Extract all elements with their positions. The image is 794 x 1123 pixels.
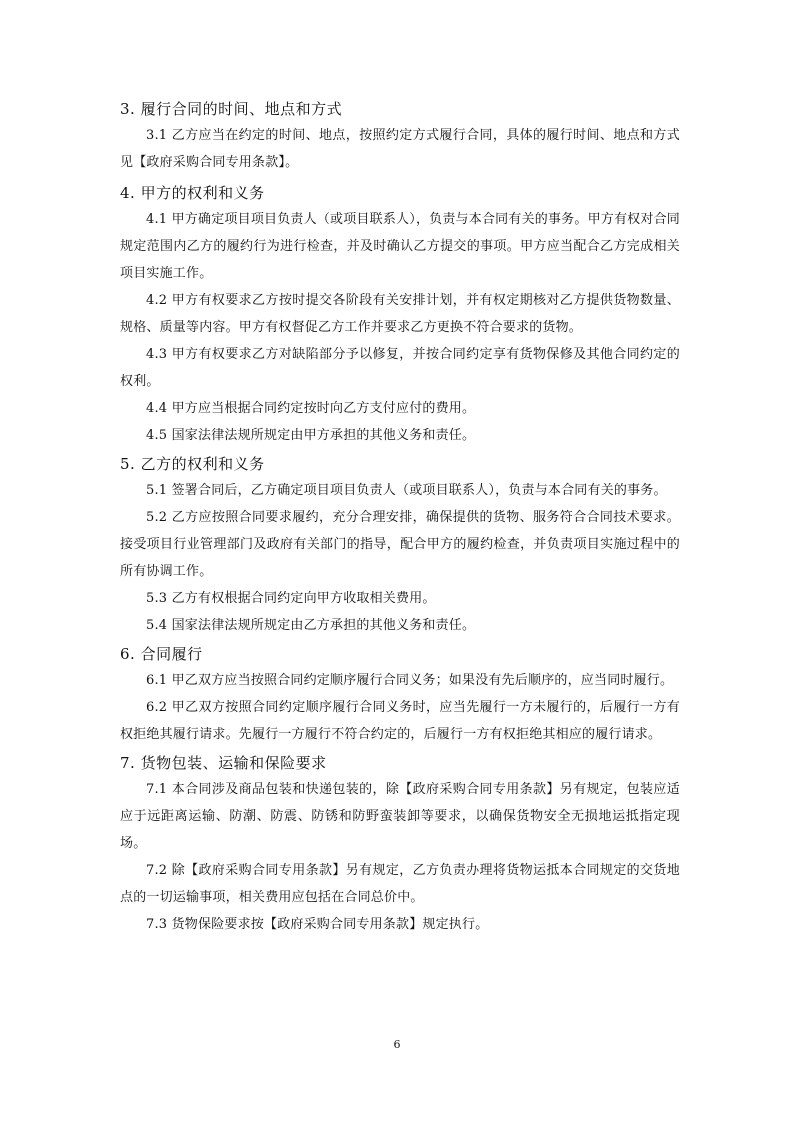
paragraph-4-3: 4.3 甲方有权要求乙方对缺陷部分予以修复，并按合同约定享有货物保修及其他合同约定的权利。 — [120, 347, 680, 389]
paragraph-5-2: 5.2 乙方应按照合同要求履约，充分合理安排，确保提供的货物、服务符合合同技术要求。接受项目行业管理部门及政府有关部门的指导，配合甲方的履约检查，并负责项目实施过程中的所有协调工作。 — [120, 510, 680, 579]
paragraph-4-5: 4.5 国家法律法规所规定由甲方承担的其他义务和责任。 — [146, 428, 476, 443]
section-heading: 7. 货物包装、运输和保险要求 — [120, 754, 327, 772]
section-4 — [120, 180, 680, 449]
paragraph-5-4: 5.4 国家法律法规所规定由乙方承担的其他义务和责任。 — [146, 618, 476, 633]
section-heading: 5. 乙方的权利和义务 — [120, 455, 265, 473]
section-7 — [120, 750, 680, 938]
paragraph-6-2: 6.2 甲乙双方按照合同约定顺序履行合同义务时，应当先履行一方未履行的，后履行一方有权拒绝其履行请求。先履行一方履行不符合约定的，后履行一方有权拒绝其相应的履行请求。 — [120, 700, 680, 742]
section-3 — [120, 96, 680, 176]
paragraph-5-1: 5.1 签署合同后，乙方确定项目项目负责人（或项目联系人），负责与本合同有关的事务。 — [146, 483, 667, 498]
paragraph-7-1: 7.1 本合同涉及商品包装和快递包装的，除【政府采购合同专用条款】另有规定，包装应适应于远距离运输、防潮、防震、防锈和防野蛮装卸等要求，以确保货物安全无损地运抵指定现场。 — [120, 782, 680, 851]
paragraph-7-3: 7.3 货物保险要求按【政府采购合同专用条款】规定执行。 — [146, 917, 489, 932]
section-6 — [120, 641, 680, 748]
paragraph-4-1: 4.1 甲方确定项目项目负责人（或项目联系人），负责与本合同有关的事务。甲方有权对合同规定范围内乙方的履约行为进行检查，并及时确认乙方提交的事项。甲方应当配合乙方完成相关项目实施工作。 — [120, 212, 680, 281]
section-heading: 6. 合同履行 — [120, 645, 203, 663]
paragraph-3-1: 3.1 乙方应当在约定的时间、地点，按照约定方式履行合同，具体的履行时间、地点和方式见【政府采购合同专用条款】。 — [120, 128, 680, 170]
paragraph-4-4: 4.4 甲方应当根据合同约定按时向乙方支付应付的费用。 — [146, 401, 476, 416]
page-number: 6 — [393, 1038, 401, 1051]
document-body — [120, 96, 680, 938]
section-5 — [120, 451, 680, 639]
section-heading: 3. 履行合同的时间、地点和方式 — [120, 100, 343, 118]
paragraph-5-3: 5.3 乙方有权根据合同约定向甲方收取相关费用。 — [146, 591, 436, 606]
paragraph-4-2: 4.2 甲方有权要求乙方按时提交各阶段有关安排计划，并有权定期核对乙方提供货物数量、规格、质量等内容。甲方有权督促乙方工作并要求乙方更换不符合要求的货物。 — [120, 293, 680, 335]
paragraph-7-2: 7.2 除【政府采购合同专用条款】另有规定，乙方负责办理将货物运抵本合同规定的交货地点的一切运输事项，相关费用应包括在合同总价中。 — [120, 863, 680, 905]
paragraph-6-1: 6.1 甲乙双方应当按照合同约定顺序履行合同义务；如果没有先后顺序的，应当同时履行。 — [146, 673, 674, 688]
section-heading: 4. 甲方的权利和义务 — [120, 184, 265, 202]
